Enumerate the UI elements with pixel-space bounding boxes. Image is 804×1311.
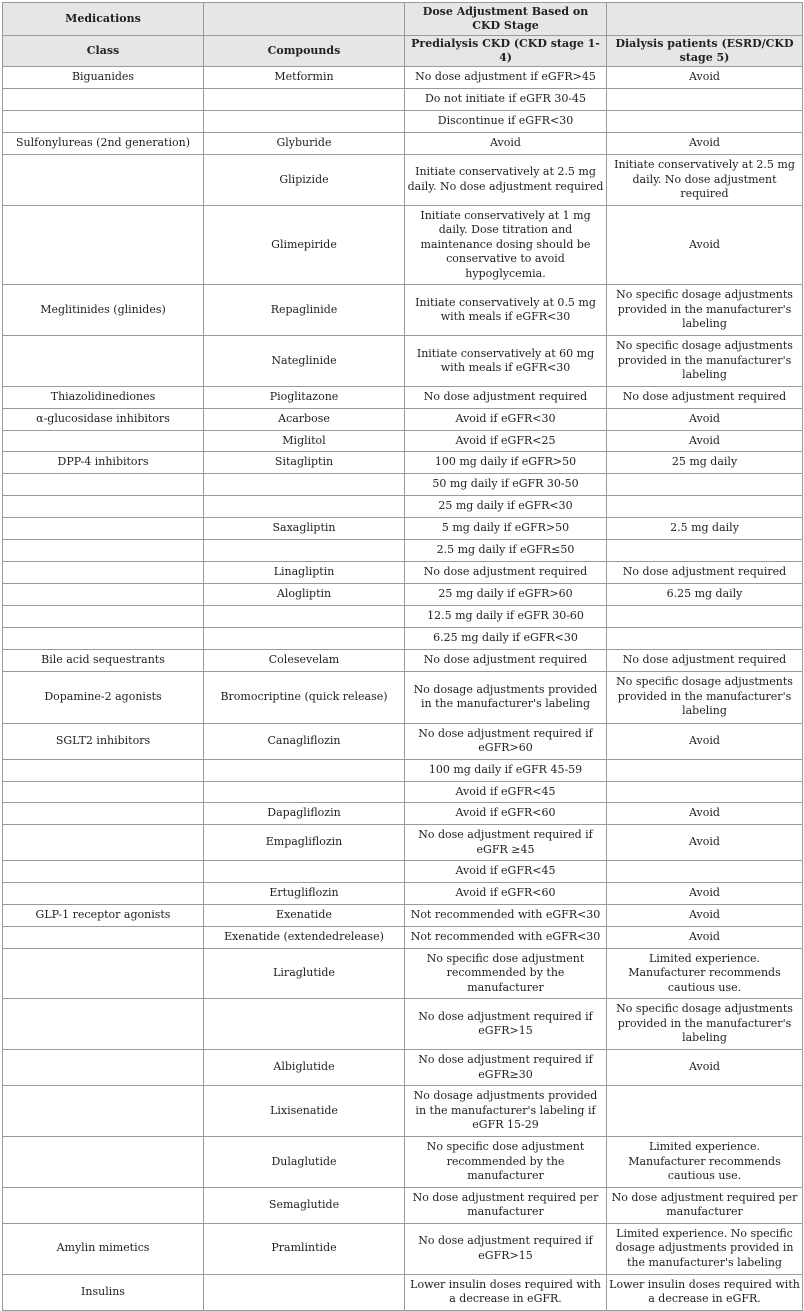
predialysis-cell: No dose adjustment required per manufacturer <box>405 1187 607 1223</box>
dialysis-cell: Avoid <box>607 803 803 825</box>
compound-cell: Canagliflozin <box>204 723 405 759</box>
table-row <box>3 205 803 285</box>
class-cell: Sulfonylureas (2nd generation) <box>3 133 204 155</box>
dialysis-cell <box>607 759 803 781</box>
table-row <box>3 518 803 540</box>
class-cell <box>3 336 204 387</box>
dialysis-cell: Avoid <box>607 409 803 431</box>
table-row <box>3 1137 803 1188</box>
class-cell: Bile acid sequestrants <box>3 649 204 671</box>
predialysis-cell: No dose adjustment required if eGFR>15 <box>405 1223 607 1274</box>
table-row <box>3 1187 803 1223</box>
dialysis-cell: 6.25 mg daily <box>607 584 803 606</box>
predialysis-cell: 12.5 mg daily if eGFR 30-60 <box>405 605 607 627</box>
class-cell: DPP-4 inhibitors <box>3 452 204 474</box>
table-row <box>3 285 803 336</box>
predialysis-cell: 25 mg daily if eGFR<30 <box>405 496 607 518</box>
table-row <box>3 1223 803 1274</box>
compound-cell: Pioglitazone <box>204 387 405 409</box>
table-row <box>3 496 803 518</box>
dialysis-cell: Avoid <box>607 1050 803 1086</box>
compound-cell <box>204 474 405 496</box>
class-cell <box>3 474 204 496</box>
compound-cell: Dulaglutide <box>204 1137 405 1188</box>
compound-cell: Pramlintide <box>204 1223 405 1274</box>
class-cell <box>3 518 204 540</box>
compound-cell: Colesevelam <box>204 649 405 671</box>
header-dose-adjustment: Dose Adjustment Based on CKD Stage <box>405 3 607 36</box>
compound-cell <box>204 89 405 111</box>
compound-cell: Albiglutide <box>204 1050 405 1086</box>
table-row <box>3 1050 803 1086</box>
compound-cell: Liraglutide <box>204 948 405 999</box>
class-cell <box>3 825 204 861</box>
predialysis-cell: 100 mg daily if eGFR 45-59 <box>405 759 607 781</box>
header-class: Class <box>3 36 204 67</box>
compound-cell: Dapagliflozin <box>204 803 405 825</box>
table-row <box>3 336 803 387</box>
table-row <box>3 723 803 759</box>
dialysis-cell: Initiate conservatively at 2.5 mg daily. No dose adjustment required <box>607 155 803 206</box>
table-row <box>3 904 803 926</box>
predialysis-cell: Avoid if eGFR<60 <box>405 803 607 825</box>
predialysis-cell: No dose adjustment required if eGFR≥30 <box>405 1050 607 1086</box>
table-row <box>3 759 803 781</box>
class-cell <box>3 562 204 584</box>
table-row <box>3 825 803 861</box>
class-cell <box>3 999 204 1050</box>
predialysis-cell: 2.5 mg daily if eGFR≤50 <box>405 540 607 562</box>
compound-cell: Nateglinide <box>204 336 405 387</box>
table-row <box>3 948 803 999</box>
class-cell <box>3 803 204 825</box>
table-row <box>3 474 803 496</box>
dialysis-cell: No dose adjustment required <box>607 562 803 584</box>
compound-cell: Semaglutide <box>204 1187 405 1223</box>
dialysis-cell: Avoid <box>607 904 803 926</box>
predialysis-cell: 100 mg daily if eGFR>50 <box>405 452 607 474</box>
predialysis-cell: No dose adjustment required if eGFR>60 <box>405 723 607 759</box>
class-cell <box>3 1086 204 1137</box>
dialysis-cell: Avoid <box>607 67 803 89</box>
class-cell: Thiazolidinediones <box>3 387 204 409</box>
dialysis-cell <box>607 540 803 562</box>
predialysis-cell: 6.25 mg daily if eGFR<30 <box>405 627 607 649</box>
compound-cell <box>204 605 405 627</box>
table-row <box>3 1274 803 1310</box>
dialysis-cell: No specific dosage adjustments provided in the manufacturer's labeling <box>607 285 803 336</box>
dialysis-cell: 25 mg daily <box>607 452 803 474</box>
dialysis-cell: No dose adjustment required per manufacturer <box>607 1187 803 1223</box>
dialysis-cell: No specific dosage adjustments provided in the manufacturer's labeling <box>607 999 803 1050</box>
class-cell <box>3 883 204 905</box>
header-blank-right <box>607 3 803 36</box>
compound-cell <box>204 861 405 883</box>
dialysis-cell: Avoid <box>607 430 803 452</box>
compound-cell: Glimepiride <box>204 205 405 285</box>
table-row <box>3 605 803 627</box>
class-cell <box>3 111 204 133</box>
header-row-top <box>3 3 803 36</box>
table-body <box>3 67 803 1311</box>
compound-cell: Bromocriptine (quick release) <box>204 671 405 723</box>
predialysis-cell: 25 mg daily if eGFR>60 <box>405 584 607 606</box>
class-cell <box>3 926 204 948</box>
dialysis-cell: No dose adjustment required <box>607 387 803 409</box>
predialysis-cell: 5 mg daily if eGFR>50 <box>405 518 607 540</box>
predialysis-cell: Avoid if eGFR<45 <box>405 861 607 883</box>
class-cell: α-glucosidase inhibitors <box>3 409 204 431</box>
compound-cell <box>204 759 405 781</box>
predialysis-cell: 50 mg daily if eGFR 30-50 <box>405 474 607 496</box>
header-medications: Medications <box>3 3 204 36</box>
predialysis-cell: Avoid if eGFR<60 <box>405 883 607 905</box>
table-row <box>3 430 803 452</box>
dialysis-cell: Avoid <box>607 723 803 759</box>
compound-cell: Lixisenatide <box>204 1086 405 1137</box>
compound-cell: Alogliptin <box>204 584 405 606</box>
class-cell <box>3 89 204 111</box>
compound-cell <box>204 627 405 649</box>
compound-cell: Acarbose <box>204 409 405 431</box>
class-cell: GLP-1 receptor agonists <box>3 904 204 926</box>
class-cell <box>3 605 204 627</box>
compound-cell <box>204 1274 405 1310</box>
class-cell: Biguanides <box>3 67 204 89</box>
table-row <box>3 627 803 649</box>
predialysis-cell: No dosage adjustments provided in the manufacturer's labeling <box>405 671 607 723</box>
dialysis-cell: 2.5 mg daily <box>607 518 803 540</box>
predialysis-cell: No specific dose adjustment recommended by the manufacturer <box>405 948 607 999</box>
compound-cell: Glipizide <box>204 155 405 206</box>
compound-cell: Ertugliflozin <box>204 883 405 905</box>
dialysis-cell <box>607 111 803 133</box>
compound-cell: Linagliptin <box>204 562 405 584</box>
predialysis-cell: Not recommended with eGFR<30 <box>405 904 607 926</box>
compound-cell <box>204 999 405 1050</box>
class-cell <box>3 627 204 649</box>
class-cell <box>3 430 204 452</box>
dialysis-cell: No dose adjustment required <box>607 649 803 671</box>
dialysis-cell: Avoid <box>607 825 803 861</box>
predialysis-cell: Lower insulin doses required with a decrease in eGFR. <box>405 1274 607 1310</box>
table-row <box>3 781 803 803</box>
compound-cell <box>204 496 405 518</box>
dialysis-cell <box>607 1086 803 1137</box>
compound-cell <box>204 111 405 133</box>
table-row <box>3 883 803 905</box>
dialysis-cell: No specific dosage adjustments provided in the manufacturer's labeling <box>607 336 803 387</box>
header-dialysis: Dialysis patients (ESRD/CKD stage 5) <box>607 36 803 67</box>
class-cell: Insulins <box>3 1274 204 1310</box>
predialysis-cell: No dosage adjustments provided in the manufacturer's labeling if eGFR 15-29 <box>405 1086 607 1137</box>
predialysis-cell: No dose adjustment required <box>405 649 607 671</box>
class-cell <box>3 948 204 999</box>
compound-cell: Glyburide <box>204 133 405 155</box>
predialysis-cell: No dose adjustment if eGFR>45 <box>405 67 607 89</box>
predialysis-cell: Not recommended with eGFR<30 <box>405 926 607 948</box>
dialysis-cell: Limited experience. Manufacturer recommends cautious use. <box>607 1137 803 1188</box>
dialysis-cell <box>607 627 803 649</box>
dialysis-cell <box>607 496 803 518</box>
table-header <box>3 3 803 67</box>
class-cell <box>3 861 204 883</box>
dialysis-cell <box>607 474 803 496</box>
dialysis-cell: Avoid <box>607 883 803 905</box>
predialysis-cell: No dose adjustment required <box>405 387 607 409</box>
class-cell <box>3 584 204 606</box>
table-row <box>3 155 803 206</box>
dialysis-cell: Limited experience. Manufacturer recommends cautious use. <box>607 948 803 999</box>
predialysis-cell: Initiate conservatively at 0.5 mg with meals if eGFR<30 <box>405 285 607 336</box>
table-row <box>3 803 803 825</box>
dialysis-cell: Avoid <box>607 926 803 948</box>
table-row <box>3 1086 803 1137</box>
dialysis-cell <box>607 781 803 803</box>
ckd-dose-adjustment-table <box>2 2 803 1311</box>
predialysis-cell: Avoid <box>405 133 607 155</box>
table-row <box>3 452 803 474</box>
predialysis-cell: No dose adjustment required if eGFR ≥45 <box>405 825 607 861</box>
predialysis-cell: Avoid if eGFR<45 <box>405 781 607 803</box>
table-row <box>3 562 803 584</box>
class-cell <box>3 155 204 206</box>
compound-cell <box>204 781 405 803</box>
class-cell: Amylin mimetics <box>3 1223 204 1274</box>
predialysis-cell: No dose adjustment required <box>405 562 607 584</box>
class-cell <box>3 1050 204 1086</box>
table-row <box>3 861 803 883</box>
table-row <box>3 89 803 111</box>
compound-cell: Empagliflozin <box>204 825 405 861</box>
dialysis-cell: Avoid <box>607 133 803 155</box>
predialysis-cell: Avoid if eGFR<30 <box>405 409 607 431</box>
dialysis-cell: No specific dosage adjustments provided in the manufacturer's labeling <box>607 671 803 723</box>
compound-cell: Exenatide (extendedrelease) <box>204 926 405 948</box>
class-cell <box>3 205 204 285</box>
compound-cell: Miglitol <box>204 430 405 452</box>
dialysis-cell <box>607 605 803 627</box>
compound-cell: Saxagliptin <box>204 518 405 540</box>
table-row <box>3 671 803 723</box>
class-cell: SGLT2 inhibitors <box>3 723 204 759</box>
compound-cell: Repaglinide <box>204 285 405 336</box>
dialysis-cell <box>607 861 803 883</box>
header-compounds: Compounds <box>204 36 405 67</box>
table-row <box>3 409 803 431</box>
predialysis-cell: Initiate conservatively at 2.5 mg daily. No dose adjustment required <box>405 155 607 206</box>
table-row <box>3 111 803 133</box>
class-cell <box>3 781 204 803</box>
dialysis-cell: Limited experience. No specific dosage adjustments provided in the manufacturer's labeling <box>607 1223 803 1274</box>
predialysis-cell: Initiate conservatively at 1 mg daily. Dose titration and maintenance dosing should be conservative to avoid hypoglycemia. <box>405 205 607 285</box>
dialysis-cell <box>607 89 803 111</box>
table-row <box>3 999 803 1050</box>
predialysis-cell: Avoid if eGFR<25 <box>405 430 607 452</box>
compound-cell: Metformin <box>204 67 405 89</box>
table-row <box>3 540 803 562</box>
compound-cell <box>204 540 405 562</box>
class-cell <box>3 1187 204 1223</box>
table-row <box>3 387 803 409</box>
table-row <box>3 649 803 671</box>
predialysis-cell: No dose adjustment required if eGFR>15 <box>405 999 607 1050</box>
class-cell <box>3 1137 204 1188</box>
compound-cell: Exenatide <box>204 904 405 926</box>
class-cell: Meglitinides (glinides) <box>3 285 204 336</box>
table-row <box>3 926 803 948</box>
table-row <box>3 133 803 155</box>
predialysis-cell: Do not initiate if eGFR 30-45 <box>405 89 607 111</box>
class-cell <box>3 540 204 562</box>
header-row-columns <box>3 36 803 67</box>
table-row <box>3 67 803 89</box>
predialysis-cell: Discontinue if eGFR<30 <box>405 111 607 133</box>
compound-cell: Sitagliptin <box>204 452 405 474</box>
predialysis-cell: Initiate conservatively at 60 mg with meals if eGFR<30 <box>405 336 607 387</box>
class-cell <box>3 496 204 518</box>
class-cell <box>3 759 204 781</box>
header-predialysis: Predialysis CKD (CKD stage 1-4) <box>405 36 607 67</box>
table-row <box>3 584 803 606</box>
header-blank <box>204 3 405 36</box>
class-cell: Dopamine-2 agonists <box>3 671 204 723</box>
predialysis-cell: No specific dose adjustment recommended by the manufacturer <box>405 1137 607 1188</box>
dialysis-cell: Avoid <box>607 205 803 285</box>
dialysis-cell: Lower insulin doses required with a decrease in eGFR. <box>607 1274 803 1310</box>
